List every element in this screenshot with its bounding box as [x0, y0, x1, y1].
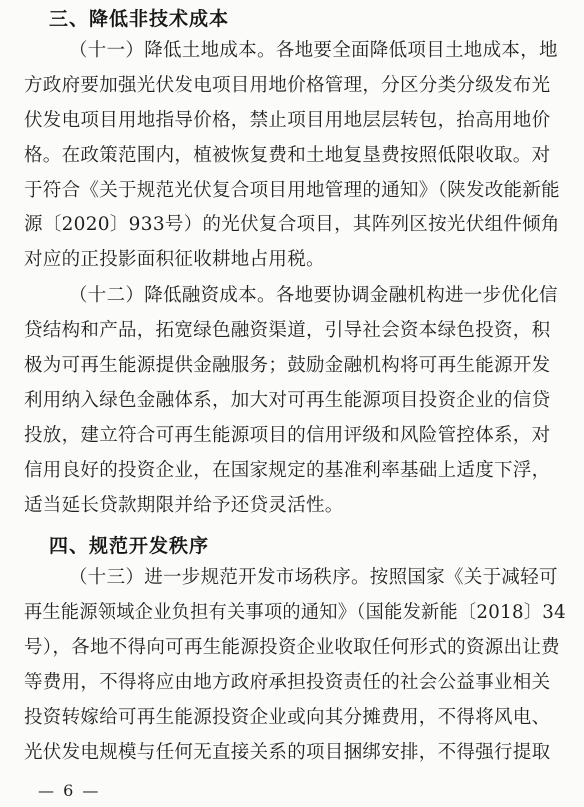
paragraph-line: （十二）降低融资成本。各地要协调金融机构进一步优化信	[69, 285, 558, 306]
paragraph-line: 源〔2020〕933号）的光伏复合项目，其阵列区按光伏组件倾角	[24, 214, 560, 235]
paragraph-line: 于符合《关于规范光伏复合项目用地管理的通知》（陕发改能新能	[24, 180, 560, 201]
paragraph-line: （十一）降低土地成本。各地要全面降低项目土地成本，地	[69, 40, 558, 61]
paragraph-line: 方政府要加强光伏发电项目用地价格管理，分区分类分级发布光	[24, 75, 551, 96]
paragraph-line: 信用良好的投资企业，在国家规定的基准利率基础上适度下浮，	[24, 460, 551, 481]
page-number: — 6 —	[38, 781, 101, 800]
paragraph-line: （十三）进一步规范开发市场秩序。按照国家《关于减轻可	[69, 567, 558, 588]
paragraph-line: 对应的正投影面积征收耕地占用税。	[24, 249, 325, 270]
paragraph-line: 适当延长贷款期限并给予还贷灵活性。	[24, 495, 344, 516]
paragraph-line: 伏发电项目用地指导价格，禁止项目用地层层转包，抬高用地价	[24, 110, 551, 131]
paragraph-line: 号），各地不得向可再生能源投资企业收取任何形式的资源出让费	[24, 637, 560, 658]
paragraph-line: 贷结构和产品，拓宽绿色融资渠道，引导社会资本绿色投资，积	[24, 320, 551, 341]
paragraph-line: 格。在政策范围内，植被恢复费和土地复垦费按照低限收取。对	[24, 145, 551, 166]
paragraph-line: 投资转嫁给可再生能源投资企业或向其分摊费用，不得将风电、	[24, 707, 551, 728]
paragraph-line: 光伏发电规模与任何无直接关系的项目捆绑安排，不得强行提取	[24, 742, 551, 763]
paragraph-line: 利用纳入绿色金融体系，加大对可再生能源项目投资企业的信贷	[24, 390, 551, 411]
paragraph-line: 极为可再生能源提供金融服务；鼓励金融机构将可再生能源开发	[24, 355, 551, 376]
paragraph-line: 投放，建立符合可再生能源项目的信用评级和风险管控体系，对	[24, 425, 551, 446]
paragraph-line: 再生能源领域企业负担有关事项的通知》（国能发新能〔2018〕34	[24, 602, 566, 623]
section-heading-3: 三、降低非技术成本	[49, 8, 230, 30]
paragraph-line: 等费用，不得将应由地方政府承担投资责任的社会公益事业相关	[24, 672, 551, 693]
section-heading-4: 四、规范开发秩序	[49, 535, 210, 557]
